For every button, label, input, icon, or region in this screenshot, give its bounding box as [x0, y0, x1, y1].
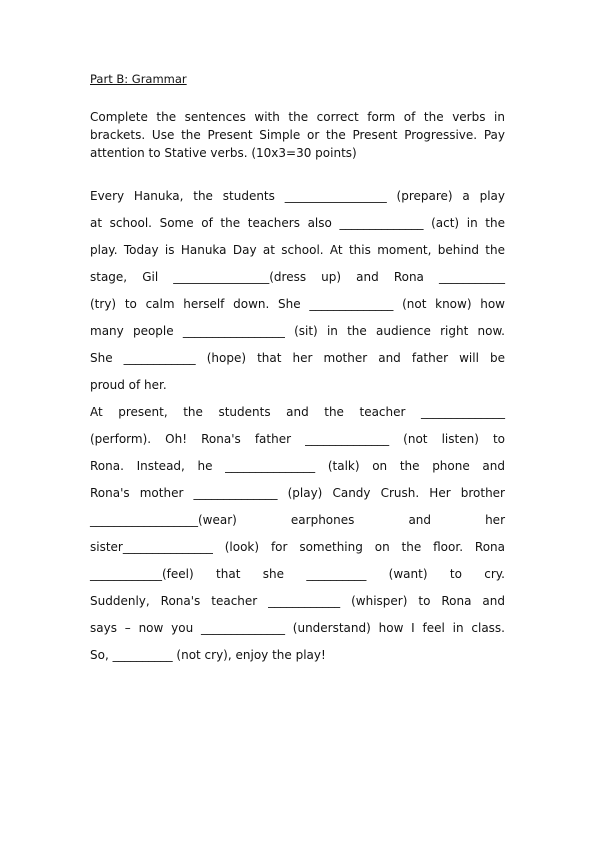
exercise-line: She ____________ (hope) that her mother and father will be	[90, 351, 505, 365]
exercise-line: says – now you ______________ (understand) how I feel in class.	[90, 621, 505, 635]
exercise-line: sister_______________ (look) for something on the floor. Rona	[90, 540, 505, 554]
exercise-line: (try) to calm herself down. She ______________ (not know) how	[90, 297, 505, 311]
exercise-line: (perform). Oh! Rona's father ______________ (not listen) to	[90, 432, 505, 446]
exercise-line: Suddenly, Rona's teacher ____________ (whisper) to Rona and	[90, 594, 505, 608]
exercise-line: Every Hanuka, the students _________________ (prepare) a play	[90, 189, 505, 203]
exercise-line: at school. Some of the teachers also ______________ (act) in the	[90, 216, 505, 230]
exercise-line: play. Today is Hanuka Day at school. At this moment, behind the	[90, 243, 505, 257]
exercise-line: At present, the students and the teacher ______________	[90, 405, 505, 419]
exercise-line: many people _________________ (sit) in the audience right now.	[90, 324, 505, 338]
instructions-line: attention to Stative verbs. (10x3=30 points)	[90, 146, 357, 160]
instructions-line: brackets. Use the Present Simple or the Present Progressive. Pay	[90, 128, 505, 142]
exercise-text	[90, 186, 505, 672]
exercise-line: ____________(feel) that she __________ (want) to cry.	[90, 567, 505, 581]
instructions-line: Complete the sentences with the correct form of the verbs in	[90, 110, 505, 124]
section-heading: Part B: Grammar	[90, 72, 187, 86]
instructions-paragraph	[90, 108, 505, 162]
exercise-line: stage, Gil ________________(dress up) and Rona ___________	[90, 270, 505, 284]
exercise-line: Rona's mother ______________ (play) Candy Crush. Her brother	[90, 486, 505, 500]
exercise-line: proud of her.	[90, 378, 167, 392]
exercise-line: Rona. Instead, he _______________ (talk) on the phone and	[90, 459, 505, 473]
exercise-line: So, __________ (not cry), enjoy the play!	[90, 648, 326, 662]
exercise-line: __________________(wear) earphones and her	[90, 513, 505, 527]
